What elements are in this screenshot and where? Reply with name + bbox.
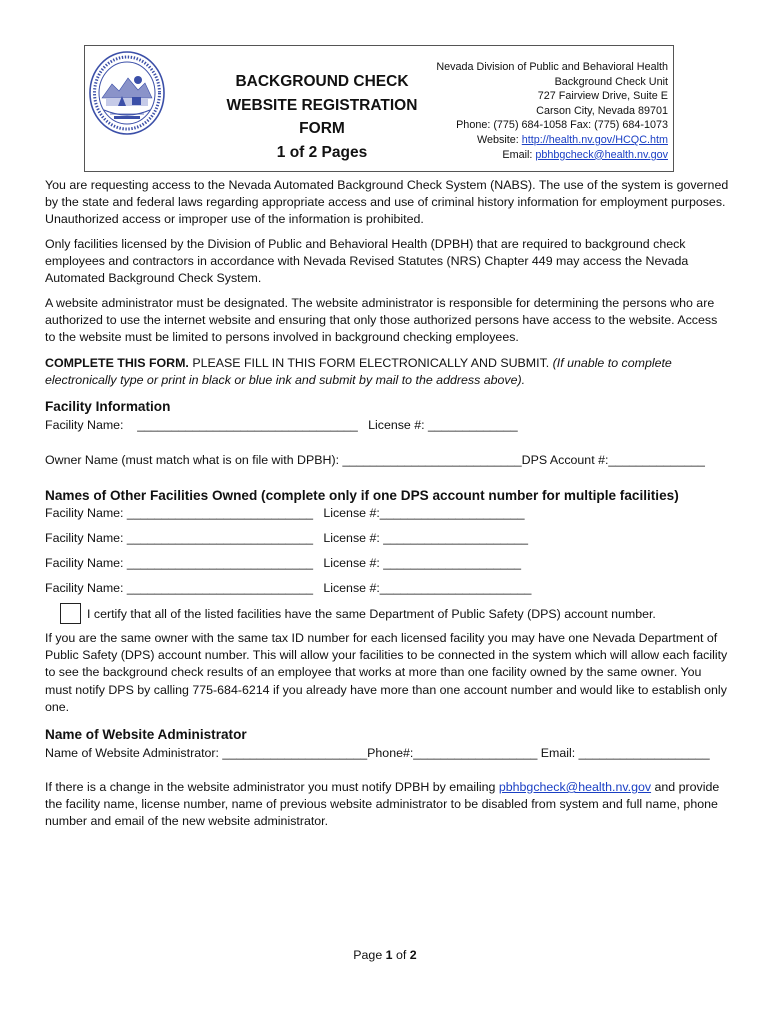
contact-info [430,60,668,162]
website-administrator-heading: Name of Website Administrator [45,727,247,742]
other-facility-row-4[interactable]: Facility Name: ___________________________ License #:______________________ [45,581,532,595]
email-label: Email: [502,148,536,161]
title-line-3: FORM [299,120,345,137]
certify-label: I certify that all of the listed facilities have the same Department of Public Safety (DPS) account number. [87,607,656,621]
instructions-bold: COMPLETE THIS FORM. [45,356,189,370]
other-facility-row-1[interactable]: Facility Name: ___________________________ License #:_____________________ [45,506,525,520]
nevada-seal-icon [88,50,166,136]
certify-checkbox[interactable] [60,603,81,624]
page-number [0,947,770,964]
instructions-normal: PLEASE FILL IN THIS FORM ELECTRONICALLY AND SUBMIT. [188,356,553,370]
facility-name-license-field[interactable]: Facility Name: ________________________________ License #: _____________ [45,418,518,432]
page-total: 2 [409,948,417,962]
unit-name: Background Check Unit [554,75,668,88]
intro-paragraph-1: You are requesting access to the Nevada Automated Background Check System (NABS). The use of the system is governed by the state and federal laws regarding appropriate access and use of criminal history information for employment purposes. Unauthorized access or improper use of the information is prohibited. [45,178,729,227]
administrator-name-phone-email-field[interactable]: Name of Website Administrator: _____________________Phone#:__________________ Email: ___________________ [45,746,710,760]
page-word: Page [353,948,386,962]
change-text-before: If there is a change in the website administrator you must notify DPBH by emailing [45,780,499,794]
facility-information-heading: Facility Information [45,399,171,414]
other-facility-row-3[interactable]: Facility Name: ___________________________ License #: ____________________ [45,556,522,570]
email-line [430,148,668,163]
page-current: 1 [385,948,393,962]
title-line-2: WEBSITE REGISTRATION [226,96,418,114]
title-line-1: BACKGROUND CHECK [235,73,409,90]
administrator-change-paragraph [45,779,730,831]
website-line [430,133,668,148]
street-address: 727 Fairview Drive, Suite E [537,90,668,103]
website-label: Website: [476,133,522,146]
instructions-italic: (If unable to complete electronically type or print in black or blue ink and submit by mail to the address above). [45,356,672,388]
change-email-link[interactable]: pbhbgcheck@health.nv.gov [498,780,652,794]
dps-account-note: If you are the same owner with the same tax ID number for each licensed facility you may have one Nevada Department of Public Safety (DPS) account number. This will allow your facilities to be connected in the system which will allow each facility to see the background check results of an employee that works at more than one facility owned by the same owner. You must notify DPS by calling 775-684-6214 if you already have more than one account number and would like to establish only one. [45,631,728,714]
owner-name-dps-account-field[interactable]: Owner Name (must match what is on file with DPBH): __________________________DPS Account #:______________ [45,453,705,467]
form-title [222,70,422,164]
intro-paragraph-3: A website administrator must be designated. The website administrator is responsible for determining the persons who are authorized to use the internet website and ensuring that only those authorized persons have access to the website. Access to the website must be limited to persons involved in background checking employees. [45,296,718,345]
email-link[interactable]: pbhbgcheck@health.nv.gov [535,148,668,161]
intro-paragraph-2: Only facilities licensed by the Division of Public and Behavioral Health (DPBH) that are required to background check employees and contractors in accordance with Nevada Revised Statutes (NRS) Chapter 449 may access the Nevada Automated Background Check System. [45,237,689,286]
page-of-word: of [392,948,410,962]
org-name: Nevada Division of Public and Behavioral Health [436,61,668,73]
phone-fax: Phone: (775) 684-1058 Fax: (775) 684-1073 [456,119,668,132]
website-link[interactable]: http://health.nv.gov/HCQC.htm [521,133,668,146]
title-line-4: 1 of 2 Pages [276,143,368,161]
change-text-after: and provide the facility name, license number, name of previous website administrator to be disabled from system and full name, phone number and email of the new website administrator. [45,780,720,829]
other-facility-row-2[interactable]: Facility Name: ___________________________ License #: _____________________ [45,531,528,545]
city-address: Carson City, Nevada 89701 [536,104,668,117]
instructions-paragraph [45,355,730,389]
other-facilities-heading: Names of Other Facilities Owned (complete only if one DPS account number for multiple facilities) [45,488,679,503]
